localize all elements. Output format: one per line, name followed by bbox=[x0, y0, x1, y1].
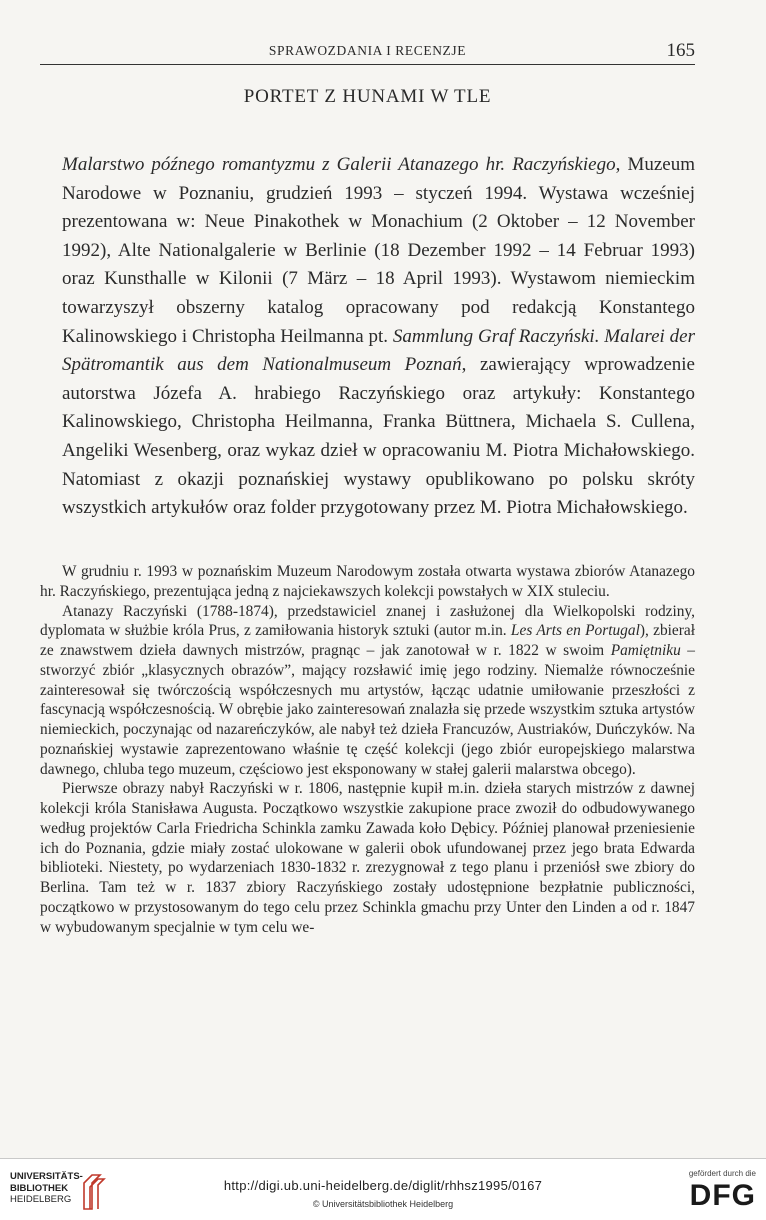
body-paragraph-3: Pierwsze obrazy nabył Raczyński w r. 1806, następnie kupił m.in. dzieła starych mistrzów z dawnej kolekcji króla Stanisława Augusta. Początkowo wszystkie zakupione prace zwoził do odbudowywanego według projektów Carla Friedricha Schinkla zamku Zawada koło Dębicy. Później planował przeniesienie ich do Poznania, gdzie miały zostać ulokowane w galerii obok ufundowanej przez jego brata Edwarda biblioteki. Niestety, po wydarzeniach 1830-1832 r. zrezygnował z tego planu i przeniósł swe zbiory do Berlina. Tam też w r. 1837 zbiory Raczyńskiego zostały udostępnione bezpłatnie publiczności, początkowo w przystosowanym do tego celu przez Schinkla gmachu przy Unter den Linden a od r. 1847 w wybudowanym specjalnie w tym celu we- bbox=[40, 780, 695, 936]
p2-italic-diary: Pamiętniku bbox=[610, 642, 681, 659]
catalogue-title: Sammlung Graf Raczyński. Malarei der Spätromantik aus dem Nationalmuseum Poznań bbox=[62, 325, 695, 376]
p2-text-a: Atanazy Raczyński (1788-1874), przedstawiciel znanej i zasłużonej dla Wielkopolski rodziny, dyplomata w służbie króla Prus, z zamiłowania historyk sztuki (autor m.in. bbox=[40, 602, 695, 640]
copyright-notice: © Universitätsbibliothek Heidelberg bbox=[312, 1199, 454, 1209]
lead-text-1: , Muzeum Narodowe w Poznaniu, grudzień 1993 – styczeń 1994. Wystawa wcześniej prezentowana w: Neue Pinakothek w Monachium (2 Oktober – 12 November 1992), Alte Nationalgalerie w Berlinie (18 Dezember 1992 – 14 Februar 1993) oraz Kunsthalle w Kilonii (7 März – 18 April 1993). Wystawom niemieckim towarzyszył obszerny katalog opracowany pod redakcją Konstantego Kalinowskiego i Christopha Heilmanna pt. bbox=[62, 154, 695, 347]
funding-note: gefördert durch die bbox=[688, 1169, 756, 1178]
library-line-3: HEIDELBERG bbox=[10, 1194, 72, 1205]
p2-text-c: ), zbierał ze znawstwem dzieła dawnych mistrzów, pragnąc – jak zanotował w r. 1822 w swoim bbox=[40, 622, 695, 659]
running-header bbox=[40, 40, 695, 65]
lead-text-2: , zawierający wprowadzenie autorstwa Józefa A. hrabiego Raczyńskiego oraz artykuły: Konstantego Kalinowskiego, Christopha Heilmanna, Franka Büttnera, Michaela S. Cullena, Angeliki Wesenberg, oraz wykaz dzieł w opracowaniu M. Piotra Michałowskiego. Natomiast z okazji poznańskiej wystawy opublikowano po polsku skróty wszystkich artykułów oraz folder przygotowany przez M. Piotra Michałowskiego. bbox=[62, 354, 695, 519]
dfg-wordmark: DFG bbox=[689, 1179, 756, 1212]
body-paragraph-1: W grudniu r. 1993 w poznańskim Muzeum Narodowym została otwarta wystawa zbiorów Atanazego hr. Raczyńskiego, prezentująca jedną z najciekawszych kolekcji powstałych w XIX stuleciu. bbox=[40, 563, 695, 600]
library-line-2: BIBLIOTHEK bbox=[10, 1182, 69, 1194]
exhibition-title: Malarstwo późnego romantyzmu z Galerii Atanazego hr. Raczyńskiego bbox=[62, 154, 616, 175]
body-paragraph-2 bbox=[40, 602, 695, 780]
p2-italic-title: Les Arts en Portugal bbox=[510, 622, 640, 640]
permalink-url[interactable]: http://digi.ub.uni-heidelberg.de/diglit/rhhsz1995/0167 bbox=[223, 1178, 543, 1193]
lead-paragraph bbox=[62, 151, 695, 523]
p2-text-e: – stworzyć zbiór „klasycznych obrazów”, mający rozsławić imię jego rodziny. Niemalże równocześnie zainteresował się twórczością współczesnych mu artystów, łącząc udatnie umiłowanie przeszłości z fascynacją współczesnością. W obrębie jako zainteresowań znalazła się przede wszystkim sztuka artystów niemieckich, poczynając od nazareńczyków, ale nabył też dzieła Francuzów, Austriaków, Duńczyków. Na poznańskiej wystawie zaprezentowano właśnie tę część kolekcji (jego zbiór europejskiego malarstwa dawnego, chluba tego muzeum, częściowo jest eksponowany w stałej galerii malarstwa obcego). bbox=[40, 642, 695, 778]
article-title: PORTET Z HUNAMI W TLE bbox=[243, 86, 492, 107]
bibliographic-lead bbox=[62, 151, 695, 523]
running-title: SPRAWOZDANIA I RECENZJE bbox=[268, 43, 467, 58]
page-number: 165 bbox=[666, 40, 695, 61]
viewer-footer bbox=[0, 1158, 766, 1220]
dfg-logo[interactable] bbox=[672, 1169, 756, 1215]
article-body bbox=[40, 562, 695, 937]
library-line-1: UNIVERSITÄTS- bbox=[10, 1171, 83, 1182]
